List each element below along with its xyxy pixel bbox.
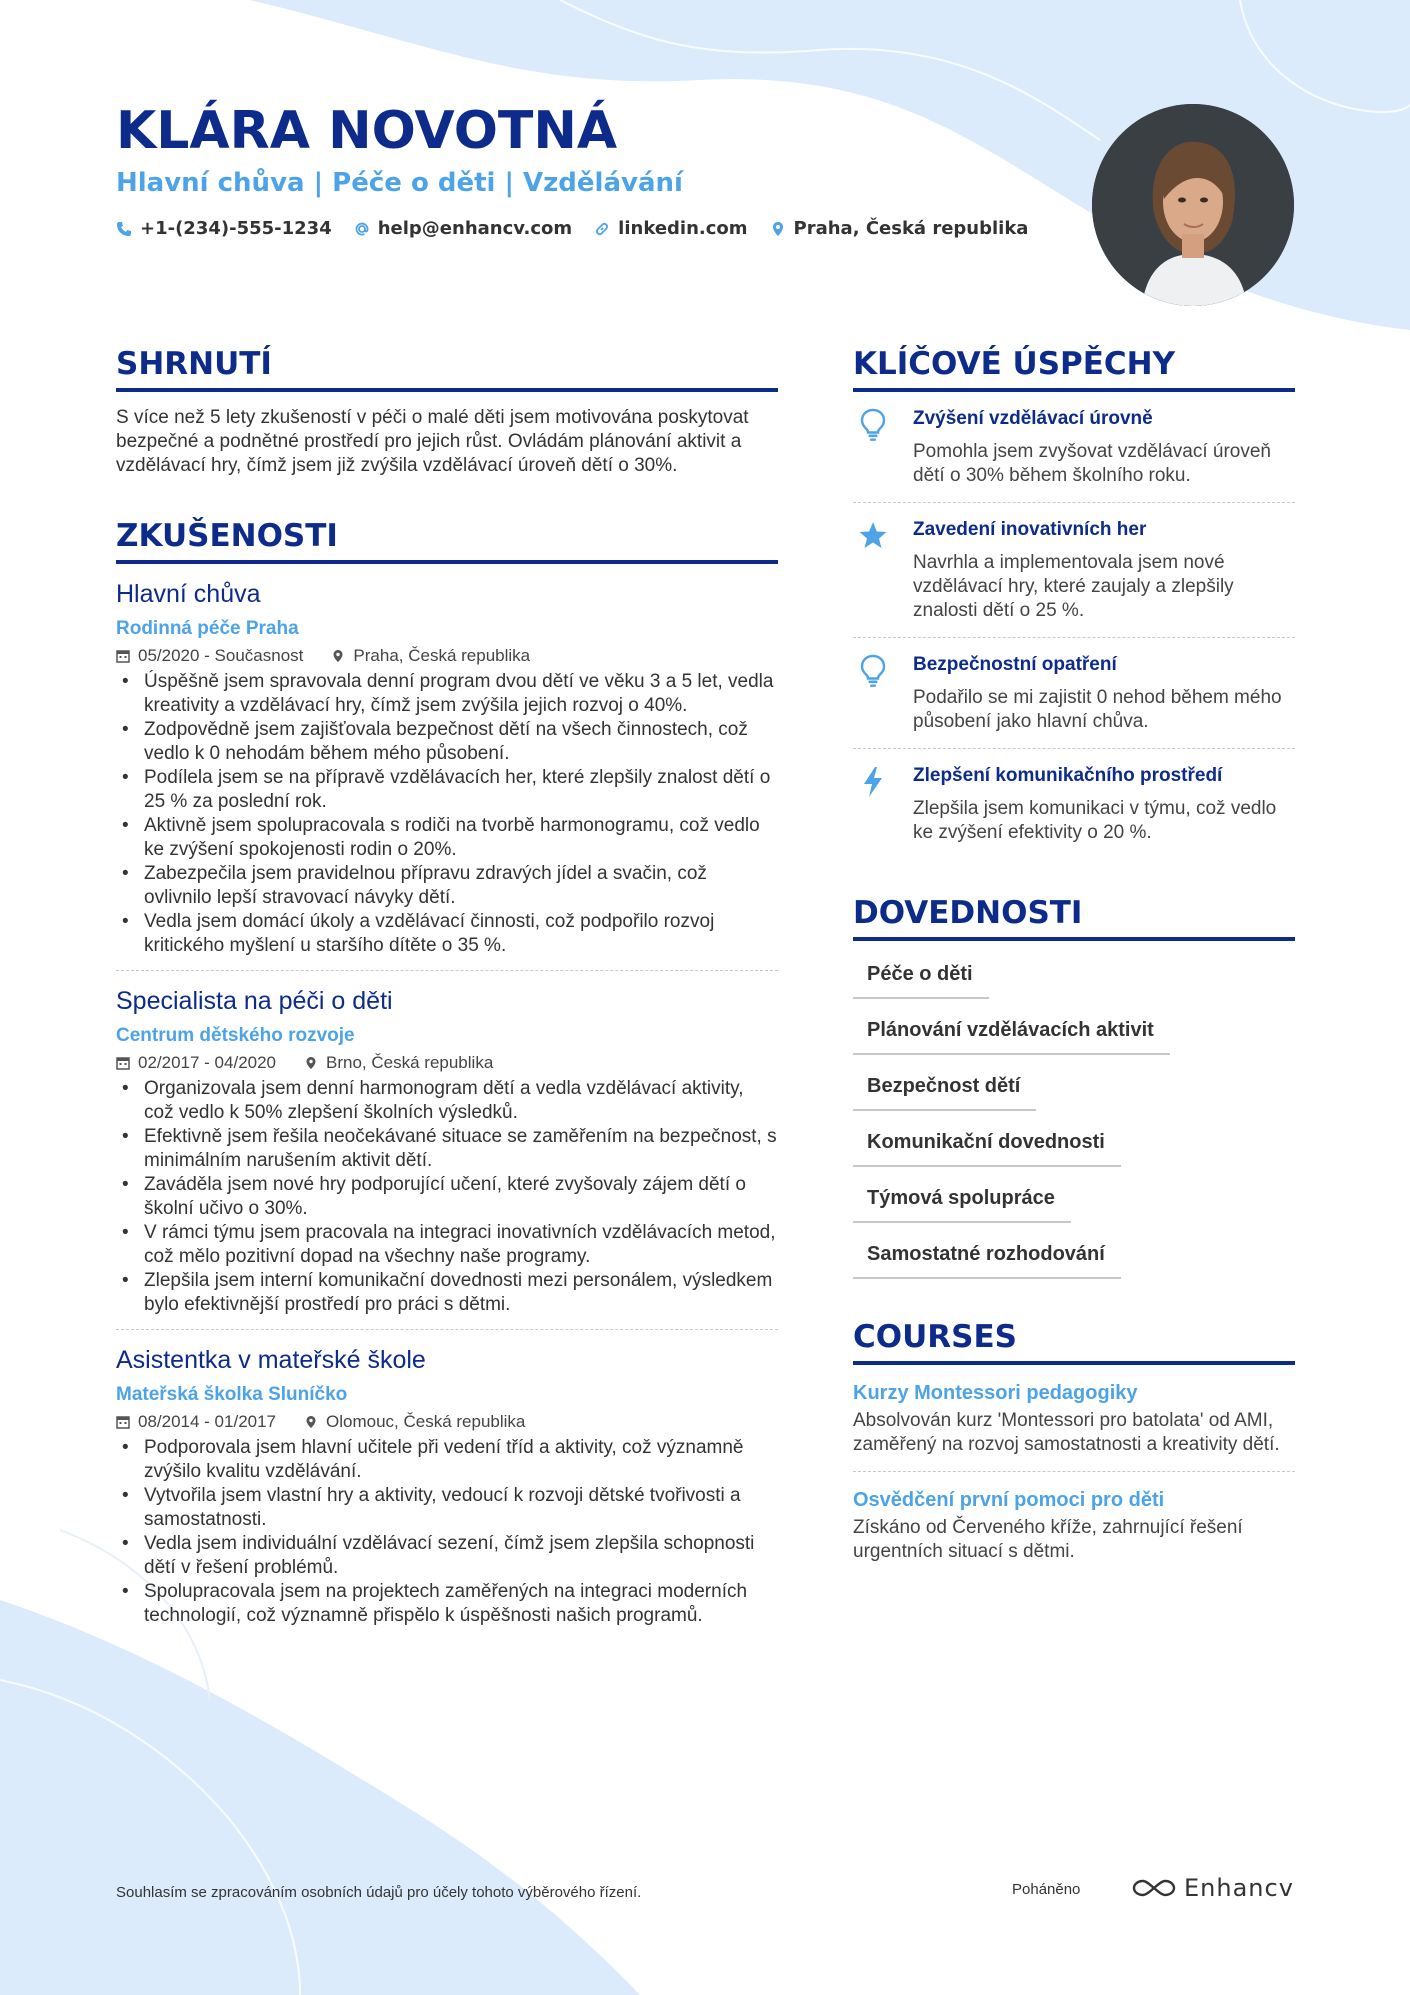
list-item: • Podporovala jsem hlavní učitele při vedení tříd a aktivity, což významně zvýšilo kvalitu vzdělávání. [144, 1436, 778, 1484]
achievement-title: Bezpečnostní opatření [913, 654, 1117, 675]
job-meta [116, 644, 778, 668]
contact-email[interactable] [354, 218, 572, 239]
calendar-icon [116, 649, 130, 663]
achievement-item [853, 392, 1295, 502]
skill-tag: Komunikační dovednosti [853, 1119, 1121, 1167]
achievement-text: Zlepšila jsem komunikaci v týmu, což vedlo ke zvýšení efektivity o 20 %. [913, 798, 1277, 843]
headline: Hlavní chůva | Péče o děti | Vzdělávání [116, 168, 683, 198]
calendar-icon [116, 1415, 130, 1429]
contact-location-text: Praha, Česká republika [793, 218, 1029, 239]
job-role: Hlavní chůva [116, 580, 261, 608]
course-text: Absolvován kurz 'Montessori pro batolata' od AMI, zaměřený na rozvoj samostatnosti a kreativity dětí. [853, 1410, 1280, 1455]
skills-title: DOVEDNOSTI [853, 893, 1295, 941]
course-title: Osvědčení první pomoci pro děti [853, 1489, 1165, 1511]
experience-title: ZKUŠENOSTI [116, 516, 778, 564]
achievements-title: KLÍČOVÉ ÚSPĚCHY [853, 344, 1295, 392]
summary-title: SHRNUTÍ [116, 344, 778, 392]
at-icon [354, 221, 370, 237]
achievement-title: Zavedení inovativních her [913, 519, 1147, 540]
list-item: • Vytvořila jsem vlastní hry a aktivity, vedoucí k rozvoji dětské tvořivosti a samostatnosti. [144, 1484, 778, 1532]
summary-text: S více než 5 lety zkušeností v péči o malé děti jsem motivována poskytovat bezpečné a podnětné prostředí pro jejich růst. Ovládám plánování aktivit a vzdělávací hry, čímž jsem již zvýšila vzdělávací úroveň dětí o 30%. [116, 407, 749, 476]
job-meta [116, 1410, 778, 1434]
divider [116, 970, 778, 971]
lightning-icon [858, 765, 888, 799]
achievement-text: Navrhla a implementovala jsem nové vzdělávací hry, které zaujaly a zlepšily znalosti dětí o 25 %. [913, 552, 1234, 621]
list-item: • Zaváděla jsem nové hry podporující učení, které zvyšovaly zájem dětí o školní učivo o 30%. [144, 1173, 778, 1221]
list-item: • Vedla jsem individuální vzdělávací sezení, čímž jsem zlepšila schopnosti dětí v řešení problémů. [144, 1532, 778, 1580]
list-item: • V rámci týmu jsem pracovala na integraci inovativních vzdělávacích metod, což mělo pozitivní dopad na všechny naše programy. [144, 1221, 778, 1269]
job-meta [116, 1051, 778, 1075]
contact-linkedin-text: linkedin.com [618, 218, 748, 239]
consent-note: Souhlasím se zpracováním osobních údajů pro účely tohoto výběrového řízení. [116, 1884, 642, 1901]
list-item: • Zlepšila jsem interní komunikační dovednosti mezi personálem, výsledkem bylo efektivnější prostředí pro práci s dětmi. [144, 1269, 778, 1317]
contact-email-text: help@enhancv.com [377, 218, 573, 239]
job-location: Brno, Česká republika [326, 1053, 494, 1072]
job-company: Rodinná péče Praha [116, 618, 299, 639]
job-company: Centrum dětského rozvoje [116, 1025, 355, 1046]
contact-row [116, 218, 1028, 239]
calendar-icon [116, 1056, 130, 1070]
job-bullets [116, 1436, 778, 1628]
job-role: Asistentka v mateřské škole [116, 1346, 426, 1374]
contact-phone[interactable] [116, 218, 332, 239]
divider [853, 1471, 1295, 1472]
enhancv-logo[interactable] [1132, 1874, 1294, 1902]
location-icon [770, 221, 786, 237]
list-item: • Podílela jsem se na přípravě vzdělávacích her, které zlepšily znalost dětí o 25 % za poslední rok. [144, 766, 778, 814]
lightbulb-icon [858, 654, 888, 688]
job-entry [116, 578, 778, 971]
star-icon [858, 519, 888, 553]
job-entry [116, 1344, 778, 1628]
skill-tag: Týmová spolupráce [853, 1175, 1071, 1223]
achievement-item [853, 749, 1295, 859]
skill-tag: Plánování vzdělávacích aktivit [853, 1007, 1170, 1055]
phone-icon [116, 221, 132, 237]
achievement-item [853, 638, 1295, 748]
achievement-item [853, 503, 1295, 637]
skill-tag: Péče o děti [853, 951, 989, 999]
list-item: • Efektivně jsem řešila neočekávané situace se zaměřením na bezpečnost, s minimálním narušením aktivit dětí. [144, 1125, 778, 1173]
left-column [116, 344, 778, 1628]
list-item: • Spolupracovala jsem na projektech zaměřených na integraci moderních technologií, což významně přispělo k úspěšnosti našich programů. [144, 1580, 778, 1628]
location-icon [331, 649, 345, 663]
job-bullets [116, 670, 778, 958]
contact-linkedin[interactable] [594, 218, 747, 239]
skill-tag: Bezpečnost dětí [853, 1063, 1036, 1111]
job-dates: 02/2017 - 04/2020 [138, 1053, 277, 1072]
list-item: • Aktivně jsem spolupracovala s rodiči na tvorbě harmonogramu, což vedlo ke zvýšení spokojenosti rodin o 20%. [144, 814, 778, 862]
link-icon [594, 221, 610, 237]
achievement-title: Zvýšení vzdělávací úrovně [913, 408, 1153, 429]
job-company: Mateřská školka Sluníčko [116, 1384, 348, 1405]
job-role: Specialista na péči o děti [116, 987, 393, 1015]
brand-name: Enhancv [1184, 1874, 1294, 1902]
job-dates: 08/2014 - 01/2017 [138, 1412, 277, 1431]
courses-title: COURSES [853, 1317, 1295, 1365]
course-item [853, 1379, 1295, 1457]
skills-list [853, 951, 1295, 1287]
right-column [853, 344, 1295, 1564]
list-item: • Zabezpečila jsem pravidelnou přípravu zdravých jídel a svačin, což ovlivnilo lepší stravovací návyky dětí. [144, 862, 778, 910]
course-text: Získáno od Červeného kříže, zahrnující řešení urgentních situací s dětmi. [853, 1517, 1243, 1562]
course-item [853, 1486, 1295, 1564]
infinity-icon [1132, 1877, 1176, 1899]
job-entry [116, 985, 778, 1330]
location-icon [304, 1415, 318, 1429]
candidate-name: KLÁRA NOVOTNÁ [116, 101, 618, 161]
list-item: • Zodpovědně jsem zajišťovala bezpečnost dětí na všech činnostech, což vedlo k 0 nehodám během mého působení. [144, 718, 778, 766]
achievement-text: Pomohla jsem zvyšovat vzdělávací úroveň dětí o 30% během školního roku. [913, 441, 1271, 486]
contact-phone-text: +1-(234)-555-1234 [140, 218, 332, 239]
powered-by-label: Poháněno [1012, 1881, 1081, 1898]
location-icon [304, 1056, 318, 1070]
job-location: Praha, Česká republika [353, 646, 531, 665]
skill-tag: Samostatné rozhodování [853, 1231, 1121, 1279]
job-location: Olomouc, Česká republika [326, 1412, 526, 1431]
achievement-text: Podařilo se mi zajistit 0 nehod během mého působení jako hlavní chůva. [913, 687, 1282, 732]
course-title: Kurzy Montessori pedagogiky [853, 1382, 1138, 1404]
profile-photo [1092, 104, 1294, 306]
job-bullets [116, 1077, 778, 1317]
job-dates: 05/2020 - Současnost [138, 646, 304, 665]
contact-location [770, 218, 1029, 239]
list-item: • Úspěšně jsem spravovala denní program dvou dětí ve věku 3 a 5 let, vedla kreativity a vzdělávací hry, čímž jsem zvýšila jejich rozvoj o 40%. [144, 670, 778, 718]
list-item: • Organizovala jsem denní harmonogram dětí a vedla vzdělávací aktivity, což vedlo k 50% zlepšení školních výsledků. [144, 1077, 778, 1125]
achievement-title: Zlepšení komunikačního prostředí [913, 765, 1223, 786]
divider [116, 1329, 778, 1330]
lightbulb-icon [858, 408, 888, 442]
list-item: • Vedla jsem domácí úkoly a vzdělávací činnosti, což podpořilo rozvoj kritického myšlení u staršího dítěte o 35 %. [144, 910, 778, 958]
